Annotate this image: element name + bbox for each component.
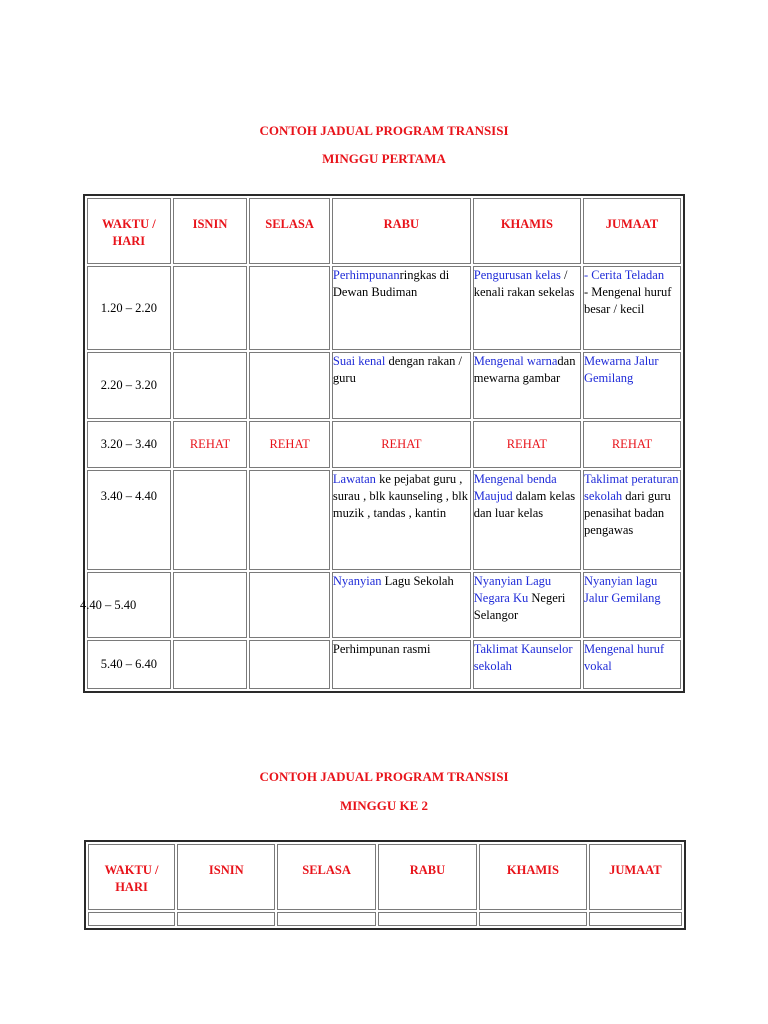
header-selasa: SELASA: [249, 198, 330, 264]
cell-text: [333, 353, 470, 387]
jumaat-cell: [583, 572, 681, 638]
plain-text: dengan rakan / guru: [332, 354, 463, 385]
highlight-text: Nyanyian lagu Jalur Gemilang: [583, 574, 661, 605]
plain-text: dalam kelas dan luar kelas: [473, 489, 576, 520]
empty-cell: [88, 912, 175, 926]
header-khamis: KHAMIS: [473, 198, 581, 264]
cell-text: [333, 267, 470, 301]
highlight-text: Taklimat Kaunselor sekolah: [473, 642, 573, 673]
table-row: [87, 352, 681, 419]
header-isnin: ISNIN: [177, 844, 275, 910]
selasa-cell: [249, 640, 330, 689]
time-cell: [80, 572, 171, 638]
time-label: 4.40 – 5.40: [80, 597, 137, 612]
isnin-cell: [173, 640, 248, 689]
header-row: [88, 844, 682, 910]
header-jumaat: JUMAAT: [583, 198, 681, 264]
rehat-cell: REHAT: [332, 421, 471, 468]
empty-cell: [177, 912, 275, 926]
highlight-text: Mewarna Jalur Gemilang: [583, 354, 659, 385]
cell-text: [333, 641, 470, 658]
week2-subtitle: MINGGU KE 2: [339, 798, 429, 813]
header-selasa: SELASA: [277, 844, 375, 910]
jumaat-cell: [583, 352, 681, 419]
highlight-text: Mengenal huruf vokal: [583, 642, 665, 673]
plain-text: - Mengenal huruf besar / kecil: [583, 285, 672, 316]
highlight-text: Mengenal warna: [473, 354, 558, 368]
rabu-cell: [332, 470, 471, 570]
time-cell: 5.40 – 6.40: [87, 640, 171, 689]
week1-subtitle: MINGGU PERTAMA: [322, 151, 446, 166]
isnin-cell: [173, 352, 248, 419]
table-row: [87, 572, 681, 638]
plain-text: Negeri Selangor: [473, 591, 566, 622]
time-cell: 2.20 – 3.20: [87, 352, 171, 419]
plain-text: ringkas di Dewan Budiman: [332, 268, 450, 299]
isnin-cell: [173, 572, 248, 638]
week2-title: CONTOH JADUAL PROGRAM TRANSISI: [259, 769, 509, 784]
header-waktu: WAKTU / HARI: [88, 844, 175, 910]
highlight-text: - Cerita Teladan: [583, 268, 665, 282]
selasa-cell: [249, 470, 330, 570]
highlight-text: Nyanyian Lagu Negara Ku: [473, 574, 552, 605]
table-row: [87, 421, 681, 468]
empty-cell: [277, 912, 375, 926]
khamis-cell: [473, 572, 581, 638]
week1-title: CONTOH JADUAL PROGRAM TRANSISI: [259, 123, 509, 138]
header-rabu: RABU: [378, 844, 477, 910]
cell-text: [584, 353, 680, 387]
plain-text: Lagu Sekolah: [381, 574, 454, 588]
cell-text: [584, 641, 680, 675]
header-rabu: RABU: [332, 198, 471, 264]
schedule-table-week2: [84, 840, 686, 930]
plain-text: / kenali rakan sekelas: [473, 268, 575, 299]
plain-text: dan mewarna gambar: [473, 354, 576, 385]
highlight-text: Perhimpunan: [332, 268, 400, 282]
empty-cell: [378, 912, 477, 926]
rehat-cell: REHAT: [583, 421, 681, 468]
khamis-cell: [473, 352, 581, 419]
cell-text: [584, 471, 680, 539]
jumaat-cell: [583, 266, 681, 350]
khamis-cell: [473, 470, 581, 570]
header-waktu: WAKTU / HARI: [87, 198, 171, 264]
table-row: [87, 470, 681, 570]
highlight-text: Suai kenal: [332, 354, 386, 368]
selasa-cell: [249, 572, 330, 638]
khamis-cell: [473, 266, 581, 350]
rabu-cell: [332, 640, 471, 689]
cell-text: [333, 573, 470, 590]
rehat-cell: REHAT: [173, 421, 248, 468]
rabu-cell: [332, 352, 471, 419]
highlight-text: Nyanyian: [332, 574, 382, 588]
cell-text: [474, 573, 580, 624]
time-cell: 3.20 – 3.40: [87, 421, 171, 468]
plain-text: dari guru penasihat badan pengawas: [583, 489, 671, 537]
rabu-cell: [332, 266, 471, 350]
jumaat-cell: [583, 640, 681, 689]
isnin-cell: [173, 266, 248, 350]
schedule-table-week1: [80, 194, 685, 693]
time-cell: 3.40 – 4.40: [87, 470, 171, 570]
cell-text: [474, 267, 580, 301]
table-row: [87, 640, 681, 689]
rehat-cell: REHAT: [473, 421, 581, 468]
cell-text: [474, 353, 580, 387]
selasa-cell: [249, 352, 330, 419]
cell-text: [333, 471, 470, 522]
header-khamis: KHAMIS: [479, 844, 587, 910]
khamis-cell: [473, 640, 581, 689]
empty-cell: [589, 912, 682, 926]
highlight-text: Mengenal benda Maujud: [473, 472, 557, 503]
table-row: [87, 266, 681, 350]
selasa-cell: [249, 266, 330, 350]
empty-cell: [479, 912, 587, 926]
highlight-text: Pengurusan kelas: [473, 268, 561, 282]
plain-text: Perhimpunan rasmi: [332, 642, 431, 656]
table-row: [88, 912, 682, 926]
rehat-cell: REHAT: [249, 421, 330, 468]
plain-text: ke pejabat guru , surau , blk kaunseling , blk muzik , tandas , kantin: [332, 472, 468, 520]
highlight-text: Lawatan: [332, 472, 376, 486]
cell-text: [474, 471, 580, 522]
time-cell: 1.20 – 2.20: [87, 266, 171, 350]
cell-text: [474, 641, 580, 675]
cell-text: [584, 573, 680, 607]
header-row: [87, 198, 681, 264]
header-jumaat: JUMAAT: [589, 844, 682, 910]
cell-text: [584, 267, 680, 318]
isnin-cell: [173, 470, 248, 570]
jumaat-cell: [583, 470, 681, 570]
header-isnin: ISNIN: [173, 198, 248, 264]
rabu-cell: [332, 572, 471, 638]
highlight-text: Taklimat peraturan sekolah: [583, 472, 679, 503]
